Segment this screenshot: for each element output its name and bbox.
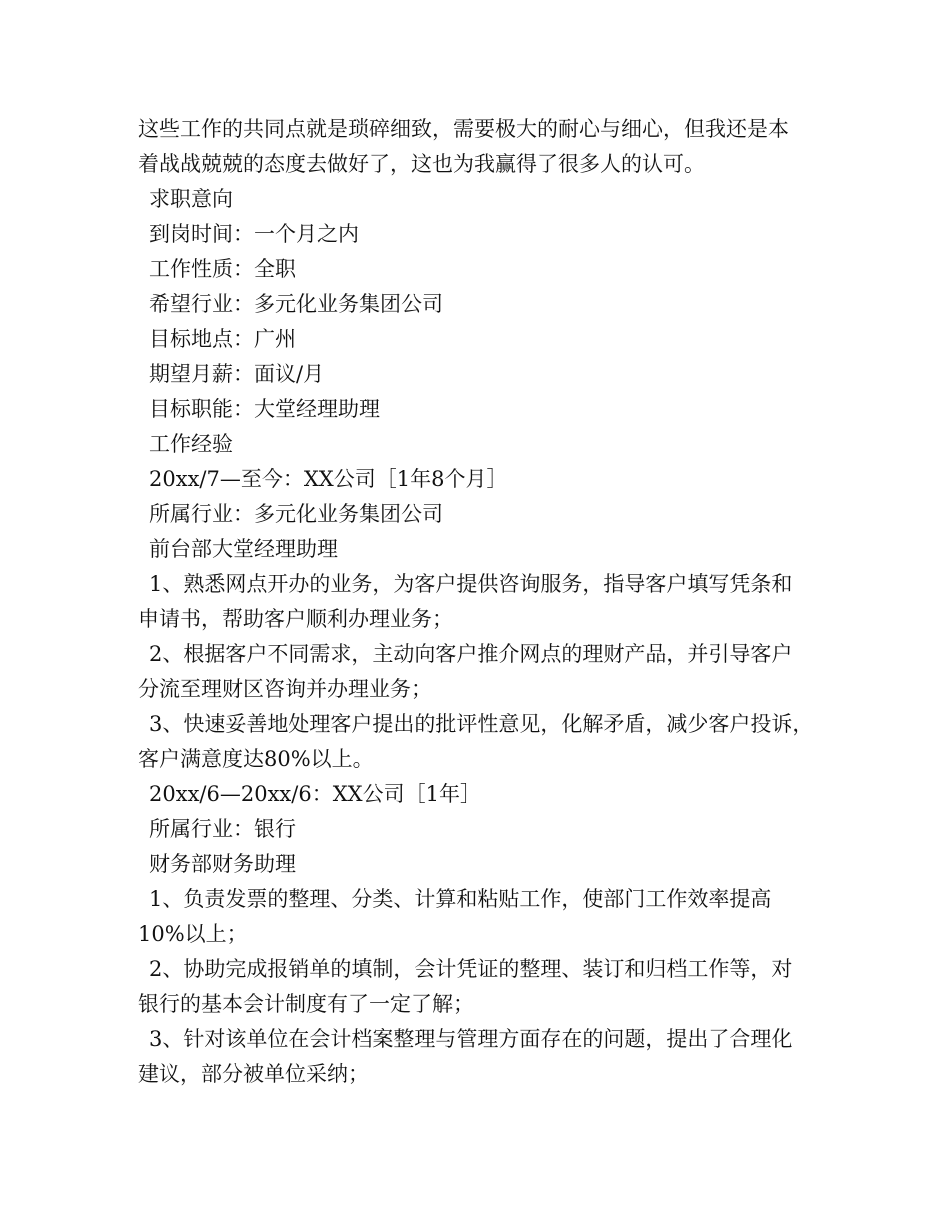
duty-item: 3、针对该单位在会计档案整理与管理方面存在的问题，提出了合理化 bbox=[149, 1027, 793, 1051]
duty-item: 2、协助完成报销单的填制，会计凭证的整理、装订和归档工作等，对 bbox=[149, 957, 793, 981]
job-industry-1: 所属行业：多元化业务集团公司 bbox=[149, 502, 443, 526]
duty-item-continued: 10%以上； bbox=[138, 922, 248, 946]
job-type: 工作性质：全职 bbox=[149, 257, 296, 281]
section-heading-job-intention: 求职意向 bbox=[149, 187, 233, 211]
target-position: 目标职能：大堂经理助理 bbox=[149, 397, 380, 421]
duty-item-continued: 申请书，帮助客户顺利办理业务； bbox=[138, 607, 453, 631]
duty-item: 3、快速妥善地处理客户提出的批评性意见，化解矛盾，减少客户投诉， bbox=[149, 712, 814, 736]
duty-item-continued: 银行的基本会计制度有了一定了解； bbox=[138, 992, 474, 1016]
document-body bbox=[138, 112, 828, 1092]
duty-item-continued: 分流至理财区咨询并办理业务； bbox=[138, 677, 432, 701]
job-title-1: 前台部大堂经理助理 bbox=[149, 537, 338, 561]
expected-salary: 期望月薪：面议/月 bbox=[149, 362, 325, 386]
duty-item: 1、熟悉网点开办的业务，为客户提供咨询服务，指导客户填写凭条和 bbox=[149, 572, 793, 596]
job-period-1: 20xx/7—至今：XX公司［1年8个月］ bbox=[149, 467, 508, 491]
job-title-2: 财务部财务助理 bbox=[149, 852, 296, 876]
duty-item-continued: 客户满意度达80%以上。 bbox=[138, 747, 374, 771]
desired-industry: 希望行业：多元化业务集团公司 bbox=[149, 292, 443, 316]
arrival-time: 到岗时间：一个月之内 bbox=[149, 222, 359, 246]
target-location: 目标地点：广州 bbox=[149, 327, 296, 351]
duty-item: 1、负责发票的整理、分类、计算和粘贴工作，使部门工作效率提高 bbox=[149, 887, 772, 911]
duty-item: 2、根据客户不同需求，主动向客户推介网点的理财产品，并引导客户 bbox=[149, 642, 793, 666]
job-industry-2: 所属行业：银行 bbox=[149, 817, 296, 841]
duty-item-continued: 建议，部分被单位采纳； bbox=[138, 1062, 369, 1086]
section-heading-work-experience: 工作经验 bbox=[149, 432, 233, 456]
paragraph-line: 这些工作的共同点就是琐碎细致，需要极大的耐心与细心，但我还是本 bbox=[138, 117, 789, 141]
paragraph-line: 着战战兢兢的态度去做好了，这也为我赢得了很多人的认可。 bbox=[138, 152, 705, 176]
job-period-2: 20xx/6—20xx/6：XX公司［1年］ bbox=[149, 782, 481, 806]
